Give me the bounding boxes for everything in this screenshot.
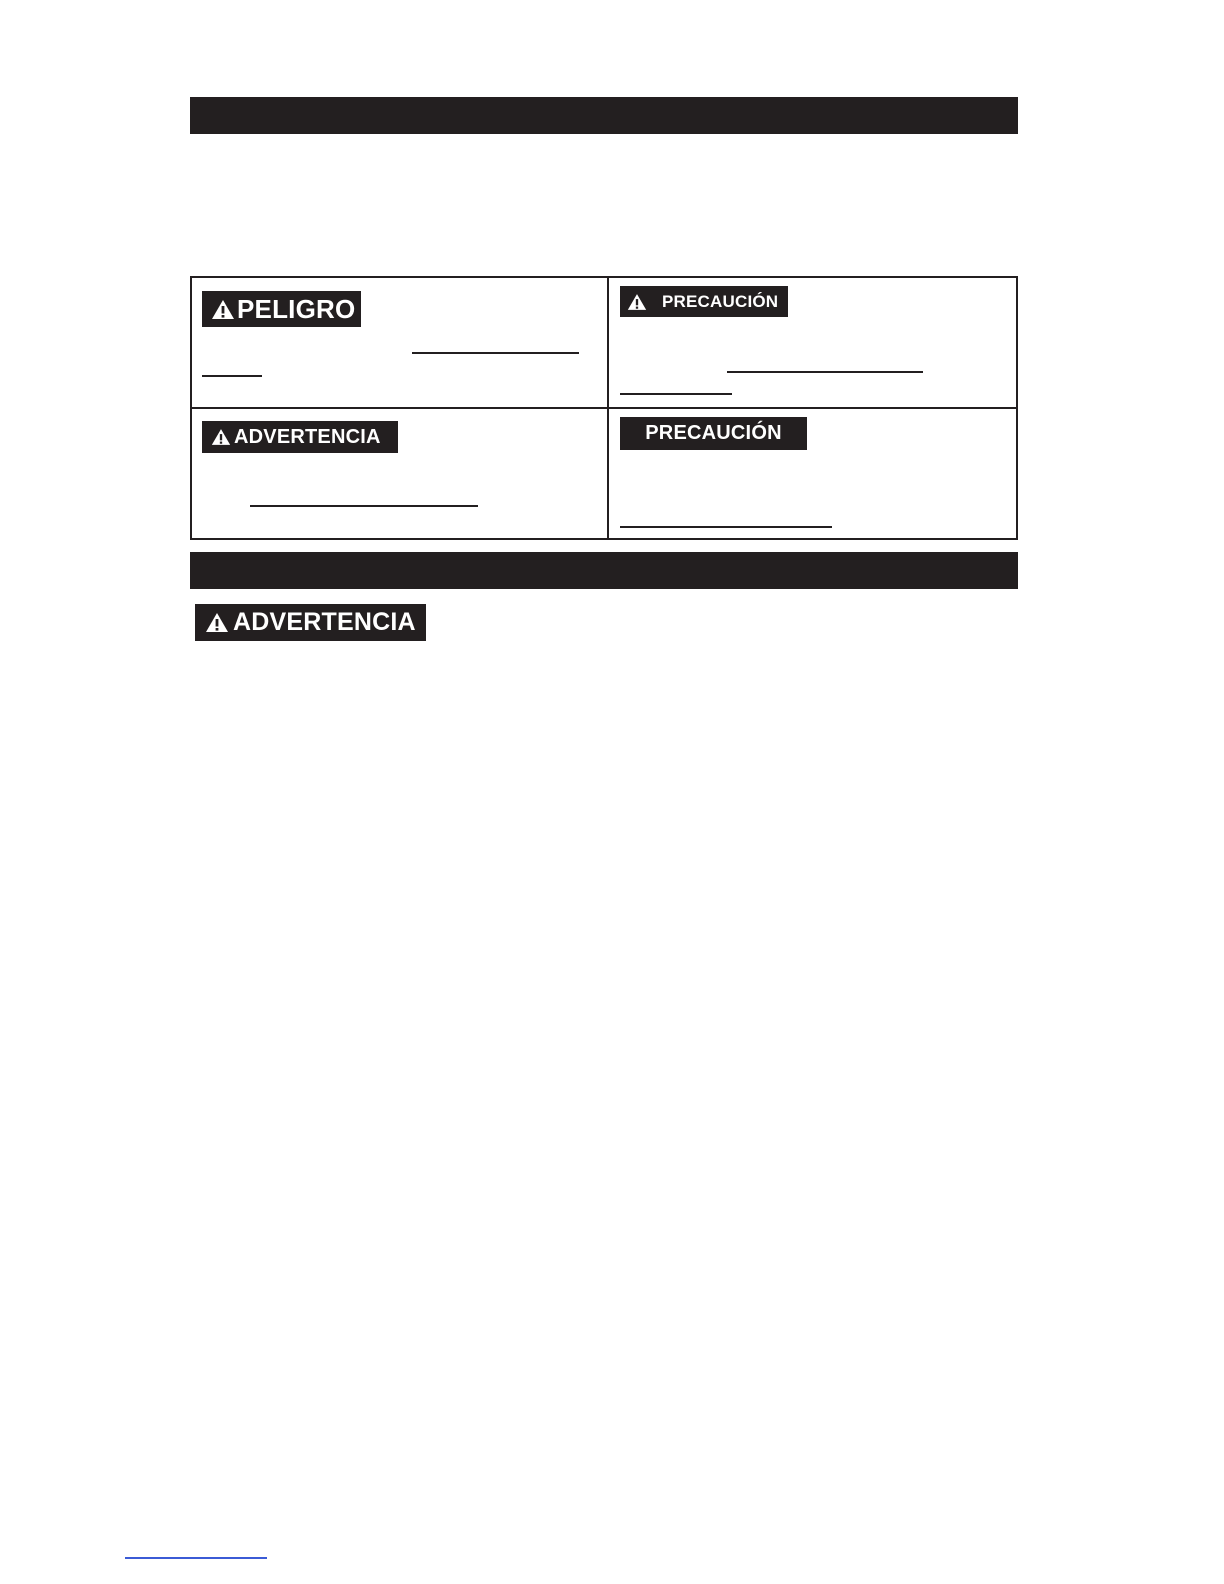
warning-triangle-icon [205, 612, 229, 633]
caution-plain-label [620, 417, 807, 450]
section-warning-label [195, 604, 426, 641]
underline [412, 352, 579, 354]
caution-plain-label-text: PRECAUCIÓN [645, 422, 782, 444]
warning-triangle-icon [211, 299, 235, 320]
underline [202, 375, 262, 377]
caution-alert-label-text: PRECAUCIÓN [662, 291, 779, 311]
table-divider-horizontal [192, 407, 1016, 409]
underline [727, 371, 923, 373]
section-warning-label-text: ADVERTENCIA [233, 608, 416, 636]
warning-triangle-icon [627, 293, 647, 311]
danger-label [202, 291, 361, 327]
warning-label-text: ADVERTENCIA [234, 425, 381, 448]
section-header-bar [190, 552, 1018, 589]
caution-alert-label [620, 286, 788, 317]
warning-triangle-icon [211, 428, 231, 446]
warning-label [202, 421, 398, 453]
underline [620, 393, 732, 395]
section-header-bar [190, 97, 1018, 134]
danger-label-text: PELIGRO [237, 293, 356, 324]
footer-link-underline[interactable] [125, 1557, 267, 1559]
underline [250, 505, 478, 507]
safety-signal-table [190, 276, 1018, 540]
underline [620, 526, 832, 528]
